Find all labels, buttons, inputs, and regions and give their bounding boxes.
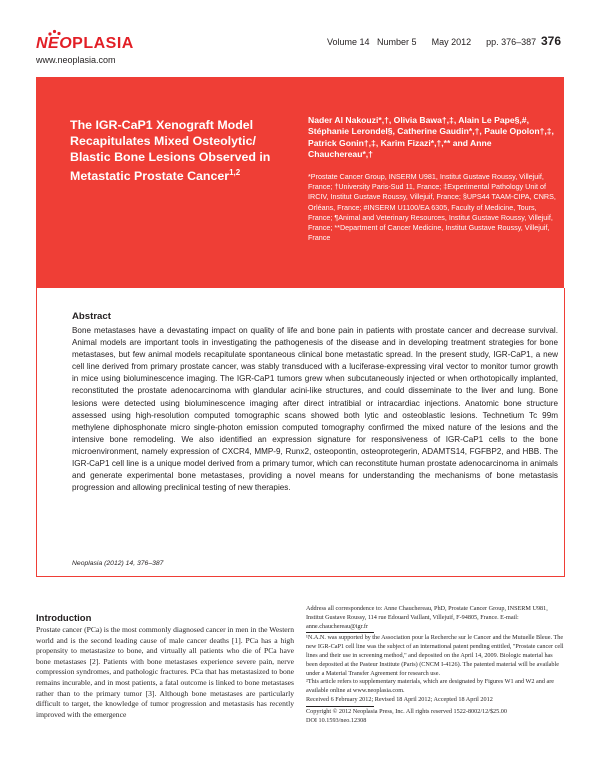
author-affiliations: *Prostate Cancer Group, INSERM U981, Institut Gustave Roussy, Villejuif, France; †University Paris-Sud 11, France; ‡Experimental Pathology Unit of IRCIV, Institut Gustave Roussy, Villejuif, France; §UPS44 TAAM-CIPA, CNRS, Orléans, France; #INSERM U1100/EA 6305, Faculty of Medicine, Tours, France; ¶Animal and Veterinary Resources, Institut Gustave Roussy, Villejuif, France; **Department of Cancer Medicine, Institut Gustave Roussy, Villejuif, France — [308, 172, 556, 243]
footnote-1: ¹N.A.N. was supported by the Association pour la Recherche sur le Cancer and the Mutuelle Bleue. The new IGR-CaP1 cell line was the subject of an international patent pending entitled, "Prostate cancer cell lines and their use in screening method," and deposited on the April 14, 2009. Biologic material has been deposited at the Pasteur Institute (Paris) (CNCM I-4126). The patented material will be available under a Material Transfer Agreement for research use. — [306, 634, 564, 677]
logo-suffix: PLASIA — [72, 35, 134, 52]
logo-prefix: NEO — [36, 35, 73, 52]
author-list: Nader Al Nakouzi*,†, Olivia Bawa†,‡, Alain Le Pape§,#, Stéphanie Lerondel§, Catherine Gaudin*,†, Paule Opolon†,‡, Patrick Gonin†,‡, Karim Fizazi*,†,** and Anne Chauchereau*,† — [308, 115, 554, 160]
correspondence-note: Address all correspondence to: Anne Chauchereau, PhD, Prostate Cancer Group, INSERM U981, Institut Gustave Roussy, 114 rue Edouard Vaillant, Villejuif, F-94805, France. E-mail: anne.chauchereau@igr.fr — [306, 605, 548, 630]
introduction-heading: Introduction — [36, 613, 92, 624]
journal-logo — [36, 36, 134, 52]
footnote-divider — [306, 632, 374, 633]
issue-pages: pp. 376–387 — [486, 37, 537, 47]
footnote-2: ²This article refers to supplementary materials, which are designated by Figures W1 and W2 and are available online at www.neoplasia.com. — [306, 678, 555, 695]
issue-volume: Volume 14 — [327, 37, 370, 47]
introduction-text: Prostate cancer (PCa) is the most commonly diagnosed cancer in men in the Western world and is the second leading cause of male cancer deaths [1]. PCa has a high propensity to metastasize to bone, and virtually all patients who die of PCa have bone metastases [2]. Patients with bone metastases experience severe pain, nerve compression syndromes, and pathologic fractures. PCa that has metastasized to bone remains incurable, and in most patients, a fatal outcome is linked to bone metastases rather than to the primary tumor [3]. Although bone metastases are particularly difficult to target, the knowledge of tumor progression and metastasis has recently improved with the emergence — [36, 625, 294, 719]
copyright-line: Copyright © 2012 Neoplasia Press, Inc. All rights reserved 1522-8002/12/$25.00 — [306, 707, 507, 715]
article-title-footnote: 1,2 — [229, 168, 241, 177]
page-number: 376 — [541, 34, 562, 48]
footnotes — [306, 605, 564, 725]
issue-date: May 2012 — [431, 37, 472, 47]
article-citation: Neoplasia (2012) 14, 376–387 — [72, 560, 164, 567]
article-title-text: The IGR-CaP1 Xenograft Model Recapitulates Mixed Osteolytic/ Blastic Bone Lesions Observed in Metastatic Prostate Cancer — [70, 118, 271, 184]
copyright-divider — [306, 706, 374, 707]
abstract-heading: Abstract — [72, 311, 111, 322]
article-title — [70, 117, 292, 184]
doi-link[interactable]: DOI 10.1593/neo.12308 — [306, 716, 367, 724]
journal-website-link[interactable]: www.neoplasia.com — [36, 55, 116, 65]
received-dates: Received 6 February 2012; Revised 18 April 2012; Accepted 18 April 2012 — [306, 695, 493, 703]
issue-info — [327, 37, 536, 47]
issue-number: Number 5 — [377, 37, 417, 47]
abstract-text: Bone metastases have a devastating impact on quality of life and bone pain in patients with prostate cancer and decrease survival. Animal models are important tools in investigating the pathogenesis of the disease and in developing treatment strategies for bone metastases, but few animal models recapitulate spontaneous clinical bone metastatic spread. In the present study, IGR-CaP1, a new cell line derived from primary prostate cancer, was stably transduced with a luciferase-expressing viral vector to monitor tumor growth in mice using bioluminescence imaging. The IGR-CaP1 tumors grew when subcutaneously injected or when orthotopically implanted, reconstituted the prostate adenocarcinoma with glandular acini-like structures, and could disseminate to the liver and lung. Bone lesions were detected using bioluminescence imaging after direct intratibial or intracardiac injections. Anatomic bone structure assessed using high-resolution computed tomographic scans showed both lytic and osteoblastic lesions. Technetium Tc 99m methylene diphosphonate micro single-photon emission computed tomography confirmed the mixed nature of the lesions and the intensive bone remodeling. We also identified an expression signature for responsiveness of IGR-CaP1 cells to the bone microenvironment, namely expression of CXCR4, MMP-9, Runx2, osteopontin, osteoprotegerin, ADAMTS14, FGFBP2, and HBB. The IGR-CaP1 cell line is a unique model derived from a primary tumor, which can reconstitute human prostate adenocarcinoma in animals and generate experimental bone metastases, providing a novel means for understanding the mechanisms of bone metastasis progression and allowing preclinical testing of new therapies. — [72, 326, 558, 493]
